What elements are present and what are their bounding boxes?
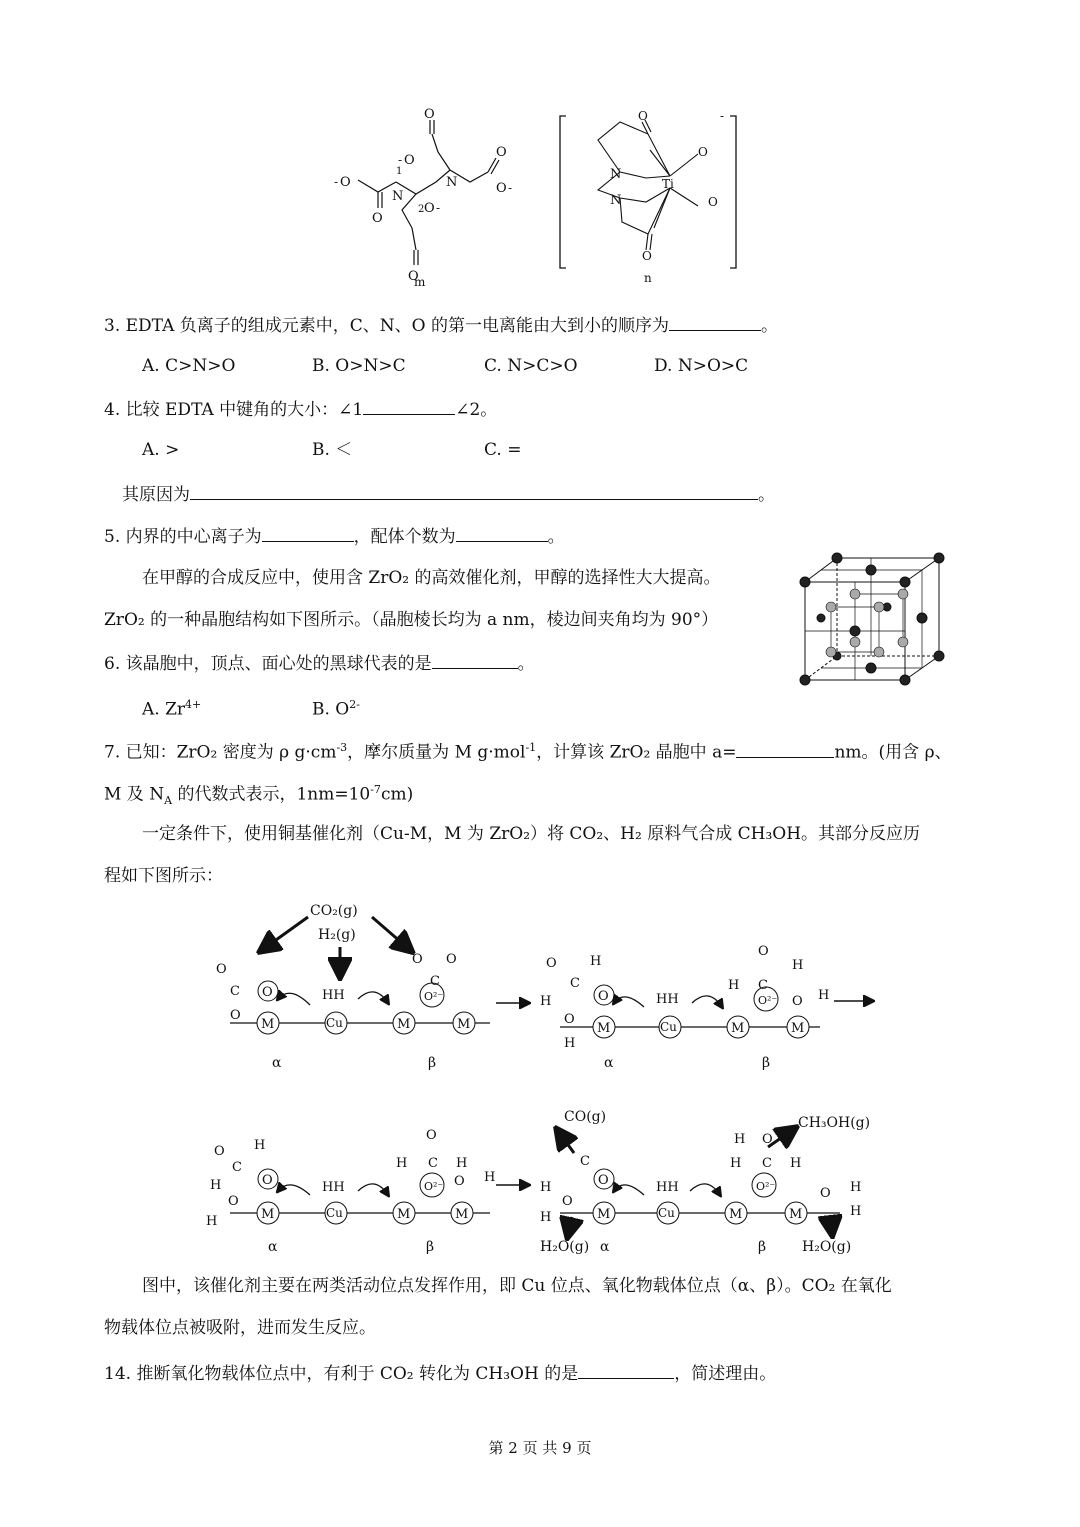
cu-intro-line2: 程如下图所示： — [104, 866, 223, 886]
page-footer: 第 2 页 共 9 页 — [488, 1439, 592, 1457]
svg-text:C: C — [762, 1156, 772, 1171]
q5-stem: 5. 内界的中心离子为 ，配体个数为 。 — [104, 523, 565, 549]
svg-text:O: O — [408, 269, 419, 284]
svg-text:O: O — [216, 962, 227, 977]
svg-text:M: M — [261, 1017, 275, 1032]
svg-text:Cu: Cu — [658, 1206, 675, 1220]
svg-text:O: O — [496, 145, 507, 160]
svg-text:HH: HH — [656, 1180, 679, 1195]
svg-text:O: O — [454, 1174, 465, 1189]
svg-text:O: O — [228, 1194, 239, 1209]
svg-text:H: H — [484, 1170, 496, 1185]
svg-text:O: O — [708, 195, 718, 209]
svg-text:O: O — [262, 985, 273, 1000]
svg-text:O: O — [820, 1186, 831, 1201]
svg-text:-: - — [436, 201, 441, 215]
svg-text:H: H — [850, 1180, 862, 1195]
svg-text:H: H — [254, 1138, 266, 1153]
svg-text:β: β — [428, 1055, 437, 1071]
svg-text:N: N — [610, 193, 622, 208]
atom-N1: N — [392, 189, 404, 204]
svg-text:M: M — [597, 1021, 611, 1036]
angle-label-2: 2 — [418, 204, 425, 215]
mechanism-panel-1 — [216, 903, 490, 1071]
cu-intro-line1: 一定条件下，使用铜基催化剂（Cu-M，M 为 ZrO₂）将 CO₂、H₂ 原料气合成 CH₃OH。其部分反应历 — [142, 824, 921, 844]
svg-text:O: O — [412, 952, 423, 967]
svg-text:O: O — [262, 1173, 273, 1188]
svg-text:O: O — [372, 211, 383, 226]
sites-paragraph-line1: 图中，该催化剂主要在两类活动位点发挥作用，即 Cu 位点、氧化物载体位点（α、β）。CO₂ 在氧化 — [142, 1276, 892, 1296]
mechanism-panel-2 — [540, 944, 829, 1071]
svg-text:α: α — [604, 1055, 614, 1071]
svg-text:O²⁻: O²⁻ — [756, 1180, 776, 1193]
q14-stem: 14. 推断氧化物载体位点中，有利于 CO₂ 转化为 CH₃OH 的是 ，简述理由。 — [104, 1360, 776, 1386]
zro2-unit-cell-figure — [795, 552, 955, 687]
svg-text:M: M — [597, 1207, 611, 1222]
svg-text:M: M — [789, 1207, 803, 1222]
svg-text:O: O — [758, 944, 769, 959]
svg-text:H: H — [734, 1132, 746, 1147]
q4-option-c: C. = — [484, 440, 522, 460]
svg-text:-: - — [398, 153, 403, 167]
svg-text:M: M — [729, 1207, 743, 1222]
atom-O: O — [340, 175, 351, 190]
svg-text:H: H — [728, 978, 740, 993]
svg-text:O: O — [564, 1012, 575, 1027]
svg-text:O: O — [698, 145, 708, 159]
q3-option-d: D. N>O>C — [654, 356, 749, 376]
svg-text:C: C — [232, 1160, 242, 1175]
svg-text:O: O — [638, 110, 648, 123]
angle-label-1: 1 — [396, 166, 403, 177]
svg-text:M: M — [397, 1207, 411, 1222]
svg-text:M: M — [791, 1021, 805, 1036]
q6-option-b: B. $O^{2-}$ — [312, 698, 360, 720]
q3-option-b: B. O>N>C — [312, 356, 406, 376]
svg-text:-: - — [508, 181, 513, 195]
label-m: m — [414, 275, 426, 289]
svg-text:-: - — [334, 175, 339, 189]
q3-option-c: C. N>C>O — [484, 356, 578, 376]
svg-text:α: α — [272, 1055, 282, 1071]
svg-text:H: H — [790, 1156, 802, 1171]
zro2-intro-line1: 在甲醇的合成反应中，使用含 ZrO₂ 的高效催化剂，甲醇的选择性大大提高。 — [142, 568, 721, 588]
svg-text:HH: HH — [656, 992, 679, 1007]
co-gas-label: CO(g) — [564, 1109, 607, 1125]
svg-text:Cu: Cu — [326, 1016, 343, 1030]
svg-text:H: H — [206, 1214, 218, 1229]
svg-text:H: H — [456, 1156, 468, 1171]
svg-text:β: β — [762, 1055, 771, 1071]
edta-ti-complex-n — [558, 110, 758, 285]
q4-option-b: B. ＜ — [312, 440, 353, 460]
mechanism-panel-4 — [540, 1109, 870, 1255]
q5-ligand-count-blank[interactable] — [456, 523, 548, 542]
svg-text:H: H — [540, 1210, 552, 1225]
svg-text:O: O — [230, 1008, 241, 1023]
q7-answer-blank[interactable] — [736, 739, 834, 758]
svg-text:C: C — [230, 984, 240, 999]
svg-text:HH: HH — [322, 1180, 345, 1195]
svg-text:H: H — [818, 988, 830, 1003]
svg-text:H: H — [590, 954, 602, 969]
q4-answer-blank[interactable] — [363, 396, 455, 415]
h2o-gas-label-left: H₂O(g) — [540, 1239, 590, 1255]
svg-text:O: O — [642, 249, 652, 263]
q3-answer-blank[interactable] — [669, 312, 761, 331]
svg-text:O²⁻: O²⁻ — [424, 990, 444, 1003]
svg-text:C: C — [580, 1154, 590, 1169]
svg-text:O: O — [762, 1132, 773, 1147]
svg-text:H: H — [792, 958, 804, 973]
reaction-mechanism-diagram — [200, 895, 890, 1260]
svg-text:H: H — [730, 1156, 742, 1171]
svg-text:C: C — [430, 974, 440, 989]
svg-text:β: β — [426, 1239, 435, 1255]
svg-text:O: O — [598, 1173, 609, 1188]
svg-text:C: C — [758, 978, 768, 993]
q14-answer-blank[interactable] — [578, 1360, 674, 1379]
svg-text:O²⁻: O²⁻ — [758, 994, 778, 1007]
q4-option-a: A. > — [142, 440, 180, 460]
svg-text:O: O — [426, 1128, 437, 1143]
ch3oh-gas-label: CH₃OH(g) — [798, 1115, 871, 1131]
svg-text:H: H — [850, 1204, 862, 1219]
ti-atom: Ti — [662, 177, 674, 191]
svg-text:O²⁻: O²⁻ — [424, 1180, 444, 1193]
q4-stem: 4. 比较 EDTA 中键角的大小：∠1 ∠2。 — [104, 396, 497, 422]
q3-option-a: A. C>N>O — [142, 356, 236, 376]
mechanism-panel-3 — [206, 1128, 495, 1255]
svg-text:O: O — [496, 181, 507, 196]
atom-N2: N — [446, 175, 458, 190]
label-n: n — [644, 271, 652, 285]
svg-text:Cu: Cu — [326, 1206, 343, 1220]
svg-text:O: O — [598, 989, 609, 1004]
svg-text:H: H — [564, 1036, 576, 1051]
svg-text:HH: HH — [322, 988, 345, 1003]
svg-text:O: O — [546, 956, 557, 971]
svg-text:β: β — [758, 1239, 767, 1255]
svg-text:H: H — [540, 994, 552, 1009]
svg-text:O: O — [446, 952, 457, 967]
svg-text:M: M — [731, 1021, 745, 1036]
svg-text:H: H — [396, 1156, 408, 1171]
svg-text:M: M — [455, 1207, 469, 1222]
svg-text:O: O — [792, 994, 803, 1009]
h2-gas-label: H₂(g) — [318, 927, 356, 943]
svg-text:N: N — [610, 167, 622, 182]
charge-minus: - — [720, 110, 725, 123]
svg-text:M: M — [397, 1017, 411, 1032]
q6-option-a: A. $Zr^{4+}$ — [142, 698, 202, 720]
svg-text:M: M — [457, 1017, 471, 1032]
q4-reason-blank[interactable] — [190, 481, 758, 500]
sites-paragraph-line2: 物载体位点被吸附，进而发生反应。 — [104, 1318, 376, 1338]
zro2-intro-line2: ZrO₂ 的一种晶胞结构如下图所示。（晶胞棱长均为 a nm，棱边间夹角均为 90°） — [104, 610, 719, 630]
svg-text:C: C — [428, 1156, 438, 1171]
q5-center-ion-blank[interactable] — [262, 523, 354, 542]
edta-structure-m — [320, 100, 540, 295]
q4-reason: 其原因为 。 — [122, 481, 775, 507]
q7-line1: 7. 已知：ZrO₂ 密度为 ρ $g\cdot cm^{-3}$，摩尔质量为 M g·mol$^{-1}$，计算该 ZrO₂ 晶胞中 a= nm。(用含 ρ、 — [104, 736, 952, 765]
svg-text:M: M — [261, 1207, 275, 1222]
svg-text:O: O — [424, 107, 435, 122]
co2-gas-label: CO₂(g) — [310, 903, 358, 919]
q6-stem: 6. 该晶胞中，顶点、面心处的黑球代表的是 。 — [104, 650, 535, 676]
svg-text:O: O — [562, 1194, 573, 1209]
q3-stem: 3. EDTA 负离子的组成元素中，C、N、O 的第一电离能由大到小的顺序为 。 — [104, 312, 778, 338]
svg-text:O: O — [404, 153, 415, 168]
svg-text:C: C — [570, 976, 580, 991]
svg-text:O: O — [424, 201, 435, 216]
svg-text:α: α — [268, 1239, 278, 1255]
q7-line2: M 及 $N_A$ 的代数式表示，$1nm=10^{-7}cm$) — [104, 783, 414, 808]
h2o-gas-label-right: H₂O(g) — [802, 1239, 852, 1255]
svg-text:α: α — [600, 1239, 610, 1255]
svg-text:O: O — [214, 1144, 225, 1159]
svg-text:H: H — [540, 1180, 552, 1195]
q6-answer-blank[interactable] — [432, 650, 518, 669]
svg-text:Cu: Cu — [660, 1020, 677, 1034]
svg-text:H: H — [210, 1178, 222, 1193]
